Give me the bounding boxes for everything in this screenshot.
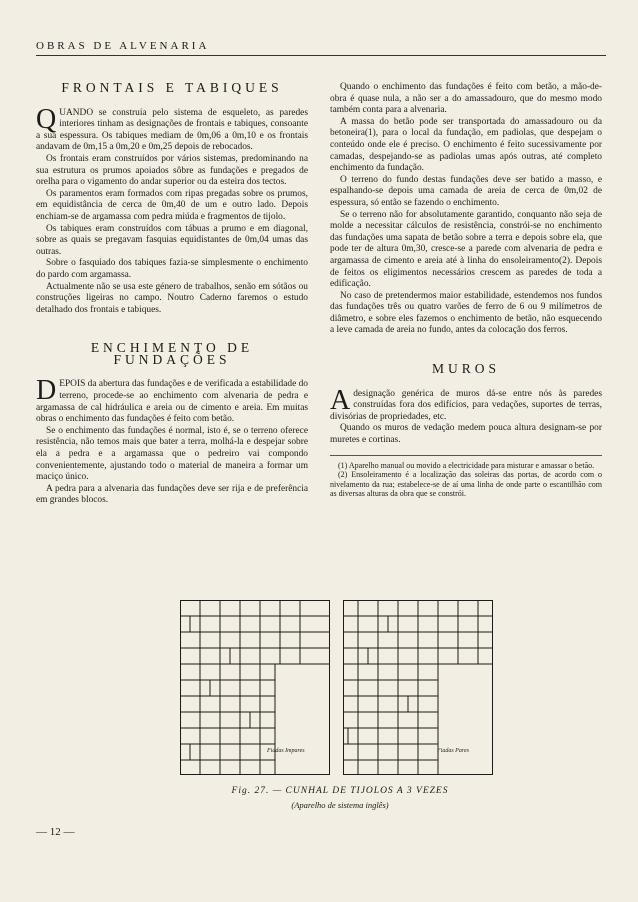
figure-label-even-courses: Fiadas Pares [437, 748, 469, 754]
paragraph: Quando o enchimento das fundações é feito com betão, a mão-de-obra é quase nula, a não ser a do amassadouro, que do mesmo modo também conta para a alvenaria. [330, 82, 602, 116]
paragraph: Os frontais eram construídos por vários sistemas, predominando na sua estrutura os prumos apoiados sôbre as fundações e pregados de orelha para o vigamento do andar superior ou da esteira dos tectos. [36, 153, 308, 188]
footnotes [330, 455, 602, 499]
paragraph: No caso de pretendermos maior estabilidade, estendemos nos fundos das fundações três ou quatro varões de ferro de 6 ou 9 milímetros de diâmetro, e sobre eles fazemos o enchimento de betão, não esquecendo a leve camada de areia no fundo, antes da colocação dos ferros. [330, 290, 602, 336]
section-title-enchimento: ENCHIMENTO DE FUNDAÇÕES [90, 340, 254, 367]
figure-label-odd-courses: Fiadas Impares [267, 748, 305, 754]
drop-cap: D [36, 375, 57, 407]
paragraph: Actualmente não se usa este género de trabalhos, senão em sótãos ou construções ligeiras no campo. Noutro Caderno faremos o estudo detalhado dos frontais e tabiques. [36, 281, 308, 315]
section-title-muros: MUROS [431, 361, 500, 377]
drop-cap: Q [36, 103, 57, 135]
paragraph: Adesignação genérica de muros dá-se entre nós às paredes construídas fora dos edifícios, para vedações, suportes de terras, divisórias de propriedades, etc. [330, 384, 602, 422]
paragraph: Se o terreno não for absolutamente garantido, conquanto não seja de molde a necessitar cálculos de resistência, constrói-se no enchimento das fundações uma sapata de betão sobre a terra e depois sobre ela, que pode ter de altura 0m,30, cresce-se a parede com alvenaria de pedra e argamassa de cimento e areia até à linha do ensoleiramento(2). Depois de feitos os eligimentos necessários crescem as paredes de toda a edificação. [330, 209, 602, 290]
brick-pattern-even-courses [343, 600, 493, 775]
paragraph: Os tabiques eram construídos com tábuas a prumo e em diagonal, sobre as quais se pregavam fasquias equidistantes de 0m,04 umas das outras. [36, 223, 308, 257]
paragraph: A massa do betão pode ser transportada do amassadouro ou da betoneira(1), para o local da fundação, em padiolas, que despejam o conteúdo onde ele é preciso. O enchimento é feito sucessivamente por camadas, despejando-se as padiolas umas após outras, até completo enchimento da fundação. [330, 116, 602, 174]
figure-caption: Fig. 27. — CUNHAL DE TIJOLOS A 3 VEZES [231, 786, 449, 796]
drop-cap: A [330, 384, 351, 416]
section-title-frontais: FRONTAIS E TABIQUES [61, 80, 283, 95]
paragraph: Sobre o fasquiado dos tabiques fazia-se simplesmente o enchimento do pardo com argamassa. [36, 258, 308, 280]
paragraph: A pedra para a alvenaria das fundações deve ser rija e de preferência em grandes blocos. [36, 483, 308, 506]
paragraph: QUANDO se construía pelo sistema de esqueleto, as paredes interiores tinham as designações de frontais e tabiques, consoante a sua espessura. Os tabiques mediam de 0m,06 a 0m,10 e os frontais andavam de 0m,15 a 0m,20 e 0m,25 depois de rebocados. [36, 103, 308, 153]
paragraph: Quando os muros de vedação medem pouca altura designam-se por muretes e cortinas. [330, 423, 602, 446]
right-column [330, 82, 602, 499]
brick-pattern-odd-courses [180, 600, 330, 775]
left-column [36, 82, 308, 507]
paragraph: Os paramentos eram formados com ripas pregadas sobre os prumos, em equidistância de cerca de 0m,40 de um e outro lado. Depois enchiam-se de argamassa com pedra miúda e fragmentos de tijolo. [36, 188, 308, 222]
footnote: (2) Ensoleiramento é a localização das soleiras das portas, de acordo com o nivelamento da rua; estabelece-se de aí uma linha de onde parte o escantilhão com as diversas alturas da obra que se constrói. [330, 470, 602, 499]
paragraph: DEPOIS da abertura das fundações e de verificada a estabilidade do terreno, procede-se ao enchimento com alvenaria de pedra e argamassa de cal hidráulica e areia ou de cimento e areia. Em muitas obras o enchimento das fundações é feito com betão. [36, 375, 308, 425]
page-number: — 12 — [36, 826, 75, 838]
footnote: (1) Aparelho manual ou movido a electricidade para misturar e amassar o betão. [338, 460, 595, 470]
paragraph: O terreno do fundo destas fundações deve ser batido a masso, e espalhando-se depois uma camada de areia de cerca de 0m,02 de espessura, só então se fazendo o enchimento. [330, 174, 602, 208]
figure-subcaption: (Aparelho de sistema inglês) [291, 800, 389, 810]
running-header: OBRAS DE ALVENARIA [36, 40, 606, 56]
paragraph: Se o enchimento das fundações é normal, isto é, se o terreno oferece resistência, não temos mais que bater a terra, molhá-la e despejar sobre ela a pedra e a argamassa que o pedreiro vai compondo convenientemente, ajustando todo o material de maneira a formar um maciço único. [36, 425, 308, 483]
